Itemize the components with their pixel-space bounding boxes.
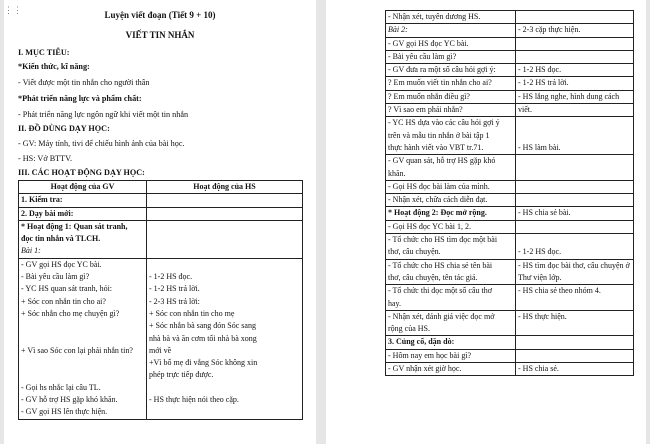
section-line: - Viết được một tin nhắn cho người thân <box>18 78 150 87</box>
section-line: *Phát triển năng lực và phẩm chất: <box>18 94 142 103</box>
section-line: I. MỤC TIÊU: <box>18 48 70 57</box>
table-row <box>386 285 634 311</box>
lesson-subtitle: VIẾT TIN NHẮN <box>125 30 195 40</box>
cell-line: +Vì bố mẹ đi vắng Sóc không xin <box>149 358 258 368</box>
cell-line <box>518 323 631 335</box>
cell-line <box>21 369 144 381</box>
cell-line: - HS làm bài. <box>518 142 561 152</box>
student-activity-cell <box>516 37 634 50</box>
cell-line <box>518 51 631 63</box>
table-row <box>386 207 634 220</box>
cell-line <box>21 333 144 345</box>
teacher-activity-cell <box>386 90 516 103</box>
cell-line: - GV gọi HS đọc YC bài. <box>21 259 102 269</box>
cell-line: - HS thực hiện. <box>518 311 567 321</box>
student-activity-cell <box>147 207 303 220</box>
cell-line <box>518 298 631 310</box>
document-page-2 <box>326 0 646 444</box>
cell-line: * Hoạt động 1: Quan sát tranh, <box>21 221 128 231</box>
teacher-activity-cell <box>386 310 516 336</box>
cell-line: - 1-2 HS trả lời. <box>149 284 200 294</box>
cell-line <box>149 194 300 206</box>
cell-line: - GV đưa ra một số câu hỏi gợi ý: <box>388 65 496 75</box>
cell-line: - 1-2 HS trả lời. <box>518 78 569 88</box>
cell-line: - HS chia sẻ theo nhóm 4. <box>518 286 601 296</box>
cell-line: - 1-2 HS đọc. <box>149 272 193 282</box>
cell-line: - Nhận xét, tuyên dương HS. <box>388 12 481 21</box>
cell-line: Bài 2: <box>388 25 408 35</box>
teacher-activity-cell <box>19 207 147 220</box>
cell-line: đọc tin nhắn và TLCH. <box>21 234 101 244</box>
cell-line <box>518 221 631 233</box>
student-activity-cell <box>147 258 303 419</box>
cell-line: - Tổ chức thi đọc một số câu thơ <box>388 286 492 296</box>
cell-line <box>518 38 631 50</box>
student-activity-cell <box>516 336 634 349</box>
cell-line <box>518 336 631 348</box>
student-activity-cell <box>516 349 634 362</box>
cell-line: viết. <box>518 105 532 115</box>
student-activity-cell <box>516 285 634 311</box>
cell-line: - Gọi HS đọc bài làm của mình. <box>388 181 490 191</box>
cell-line: - Nhận xét, đánh giá việc đọc mở <box>388 311 495 321</box>
cell-line <box>518 234 631 246</box>
cell-line <box>149 221 300 233</box>
cell-line: mới về <box>149 345 172 355</box>
table-row <box>19 207 303 220</box>
teacher-activity-cell <box>386 349 516 362</box>
cell-line: - 1-2 HS đọc. <box>518 247 562 257</box>
teacher-activity-cell <box>386 104 516 117</box>
table-row <box>386 50 634 63</box>
table-row <box>386 77 634 90</box>
cell-line <box>149 233 300 245</box>
student-activity-cell <box>516 363 634 376</box>
teacher-activity-cell <box>386 363 516 376</box>
student-activity-cell <box>516 50 634 63</box>
table-header-row <box>19 181 303 194</box>
cell-line: + Vì sao Sóc con lại phải nhắn tin? <box>21 345 133 355</box>
cell-line <box>149 382 300 394</box>
cell-line <box>149 245 300 257</box>
student-activity-cell <box>516 104 634 117</box>
cell-line: Bài 1: <box>21 246 41 256</box>
cell-line: - Tổ chức cho HS tìm đọc một bài <box>388 235 498 245</box>
cell-line: * Hoạt động 2: Đọc mở rộng. <box>388 208 487 218</box>
cell-line: khăn. <box>388 168 406 178</box>
cell-line: - GV quan sát, hỗ trợ HS gặp khó <box>388 156 496 166</box>
teacher-activity-cell <box>386 24 516 37</box>
student-activity-cell <box>147 220 303 258</box>
student-activity-cell <box>516 117 634 155</box>
cell-line: - GV nhận xét giờ học. <box>388 364 462 374</box>
teacher-activity-cell <box>386 180 516 193</box>
table-row <box>386 194 634 207</box>
cell-line: + Sóc con nhắn tin cho mẹ <box>149 308 235 318</box>
student-activity-cell <box>516 24 634 37</box>
cell-line: - Hôm nay em học bài gì? <box>388 350 472 360</box>
cell-line <box>149 208 300 220</box>
cell-line <box>149 406 300 418</box>
cell-line: rộng của HS. <box>388 324 430 334</box>
table-row <box>386 11 634 24</box>
cell-line <box>518 181 631 193</box>
cell-line: - HS chia sẻ bài. <box>518 208 571 218</box>
cell-line: trên và mẫu tin nhắn ở bài tập 1 <box>388 130 490 140</box>
table-row <box>19 258 303 419</box>
student-activity-cell <box>147 194 303 207</box>
cell-line <box>518 168 631 180</box>
teacher-activity-cell <box>386 285 516 311</box>
student-activity-cell <box>516 90 634 103</box>
cell-line: 2. Dạy bài mới: <box>21 208 74 218</box>
cell-line: - Nhận xét, chữa cách diễn đạt. <box>388 195 488 205</box>
section-line: - HS: Vở BTTV. <box>18 154 73 163</box>
lesson-title: Luyện viết đoạn (Tiết 9 + 10) <box>104 10 216 20</box>
student-activity-cell <box>516 234 634 260</box>
section-line: - Phát triển năng lực ngôn ngữ khi viết một tin nhắn <box>18 110 189 119</box>
header-hs: Hoạt động của HS <box>147 181 303 194</box>
section-line: *Kiến thức, kĩ năng: <box>18 62 90 71</box>
teacher-activity-cell <box>386 207 516 220</box>
cell-line: phép trực tiếp được. <box>149 370 214 380</box>
teacher-activity-cell <box>386 50 516 63</box>
student-activity-cell <box>516 155 634 181</box>
table-row <box>386 180 634 193</box>
teacher-activity-cell <box>386 336 516 349</box>
teacher-activity-cell <box>386 155 516 181</box>
table-row <box>386 117 634 155</box>
cell-line <box>518 11 631 23</box>
table-row <box>386 220 634 233</box>
student-activity-cell <box>516 207 634 220</box>
table-row <box>386 37 634 50</box>
student-activity-cell <box>516 64 634 77</box>
table-row <box>386 234 634 260</box>
teacher-activity-cell <box>19 194 147 207</box>
student-activity-cell <box>516 180 634 193</box>
cell-line: thực hành viết vào VBT tr.71. <box>388 142 484 152</box>
cell-line <box>518 117 631 129</box>
cell-line: + Sóc con nhắn tin cho ai? <box>21 296 106 306</box>
student-activity-cell <box>516 220 634 233</box>
teacher-activity-cell <box>386 194 516 207</box>
cell-line <box>518 194 631 206</box>
section-line: II. ĐỒ DÙNG DẠY HỌC: <box>18 124 110 133</box>
cell-line: - Bài yêu cầu làm gì? <box>388 51 457 61</box>
table-row <box>386 24 634 37</box>
teacher-activity-cell <box>386 117 516 155</box>
cell-line: - HS lắng nghe, hình dung cách <box>518 91 620 101</box>
cell-line <box>21 357 144 369</box>
cell-line: - HS chia sẻ. <box>518 364 559 374</box>
teacher-activity-cell <box>386 220 516 233</box>
student-activity-cell <box>516 77 634 90</box>
cell-line: Thư viện lớp. <box>518 272 562 282</box>
cell-line: - 2-3 cặp thực hiện. <box>518 25 581 35</box>
table-row <box>386 90 634 103</box>
teacher-activity-cell <box>386 64 516 77</box>
cell-line: - 1-2 HS đọc. <box>518 65 562 75</box>
cell-line: - Gọi HS đọc YC bài 1, 2. <box>388 221 472 231</box>
cell-line <box>518 130 631 142</box>
cell-line <box>21 320 144 332</box>
cell-line: 1. Kiểm tra: <box>21 195 63 205</box>
teacher-activity-cell <box>386 259 516 285</box>
cell-line: hay. <box>388 298 402 308</box>
cell-line: + Sóc nhắn cho mẹ chuyện gì? <box>21 308 120 318</box>
cell-line <box>518 350 631 362</box>
cell-line: - GV gọi HS đọc YC bài. <box>388 38 469 48</box>
activity-table <box>18 180 303 420</box>
student-activity-cell <box>516 194 634 207</box>
table-row <box>386 310 634 336</box>
student-activity-cell <box>516 11 634 24</box>
cell-line <box>149 259 300 271</box>
cell-line: thơ, câu chuyện. <box>388 247 441 257</box>
table-row <box>19 220 303 258</box>
activity-table-continued <box>385 10 634 376</box>
teacher-activity-cell <box>386 77 516 90</box>
student-activity-cell <box>516 259 634 285</box>
cell-line: - Bài yêu cầu làm gì? <box>21 272 90 282</box>
cell-line: thơ, câu chuyện, tên tác giả. <box>388 272 478 282</box>
table-row <box>386 104 634 117</box>
cell-line: - YC HS quan sát tranh, hỏi: <box>21 284 113 294</box>
cell-line: - YC HS dựa vào các câu hỏi gợi ý <box>388 118 500 128</box>
cell-line: - Tổ chức cho HS chia sẻ tên bài <box>388 260 493 270</box>
table-row <box>386 64 634 77</box>
cell-line: - HS tìm đọc bài thơ, câu chuyện ở <box>518 260 630 270</box>
teacher-activity-cell <box>386 37 516 50</box>
cell-line: ? Vì sao em phải nhắn? <box>388 105 463 115</box>
teacher-activity-cell <box>386 11 516 24</box>
section-line: III. CÁC HOẠT ĐỘNG DẠY HỌC: <box>18 168 145 177</box>
drag-handle-icon[interactable]: ⋮⋮ <box>4 5 22 15</box>
table-row <box>386 349 634 362</box>
table-row <box>386 363 634 376</box>
table-row <box>386 336 634 349</box>
teacher-activity-cell <box>19 220 147 258</box>
section-line: - GV: Máy tính, tivi để chiếu hình ảnh của bài học. <box>18 139 185 148</box>
cell-line: nhà bà và ăn cơm tối nhà bà xong <box>149 333 257 343</box>
student-activity-cell <box>516 310 634 336</box>
document-page-1 <box>4 0 316 444</box>
cell-line: - HS thực hiện nói theo cặp. <box>149 395 239 405</box>
cell-line: - GV gọi HS lên thực hiện. <box>21 407 108 417</box>
cell-line <box>518 155 631 167</box>
cell-line: - GV hỗ trợ HS gặp khó khăn. <box>21 395 118 405</box>
cell-line: ? Em muốn nhắn điều gì? <box>388 91 470 101</box>
header-gv: Hoạt động của GV <box>19 181 147 194</box>
cell-line: - Gọi hs nhắc lại câu TL. <box>21 382 101 392</box>
teacher-activity-cell <box>19 258 147 419</box>
teacher-activity-cell <box>386 234 516 260</box>
table-row <box>386 155 634 181</box>
cell-line: 3. Củng cố, dặn dò: <box>388 337 455 347</box>
cell-line: + Sóc nhắn bà sang đón Sóc sang <box>149 321 256 331</box>
table-row <box>19 194 303 207</box>
cell-line: ? Em muốn viết tin nhắn cho ai? <box>388 78 492 88</box>
table-row <box>386 259 634 285</box>
cell-line: - 2-3 HS trả lời: <box>149 296 200 306</box>
